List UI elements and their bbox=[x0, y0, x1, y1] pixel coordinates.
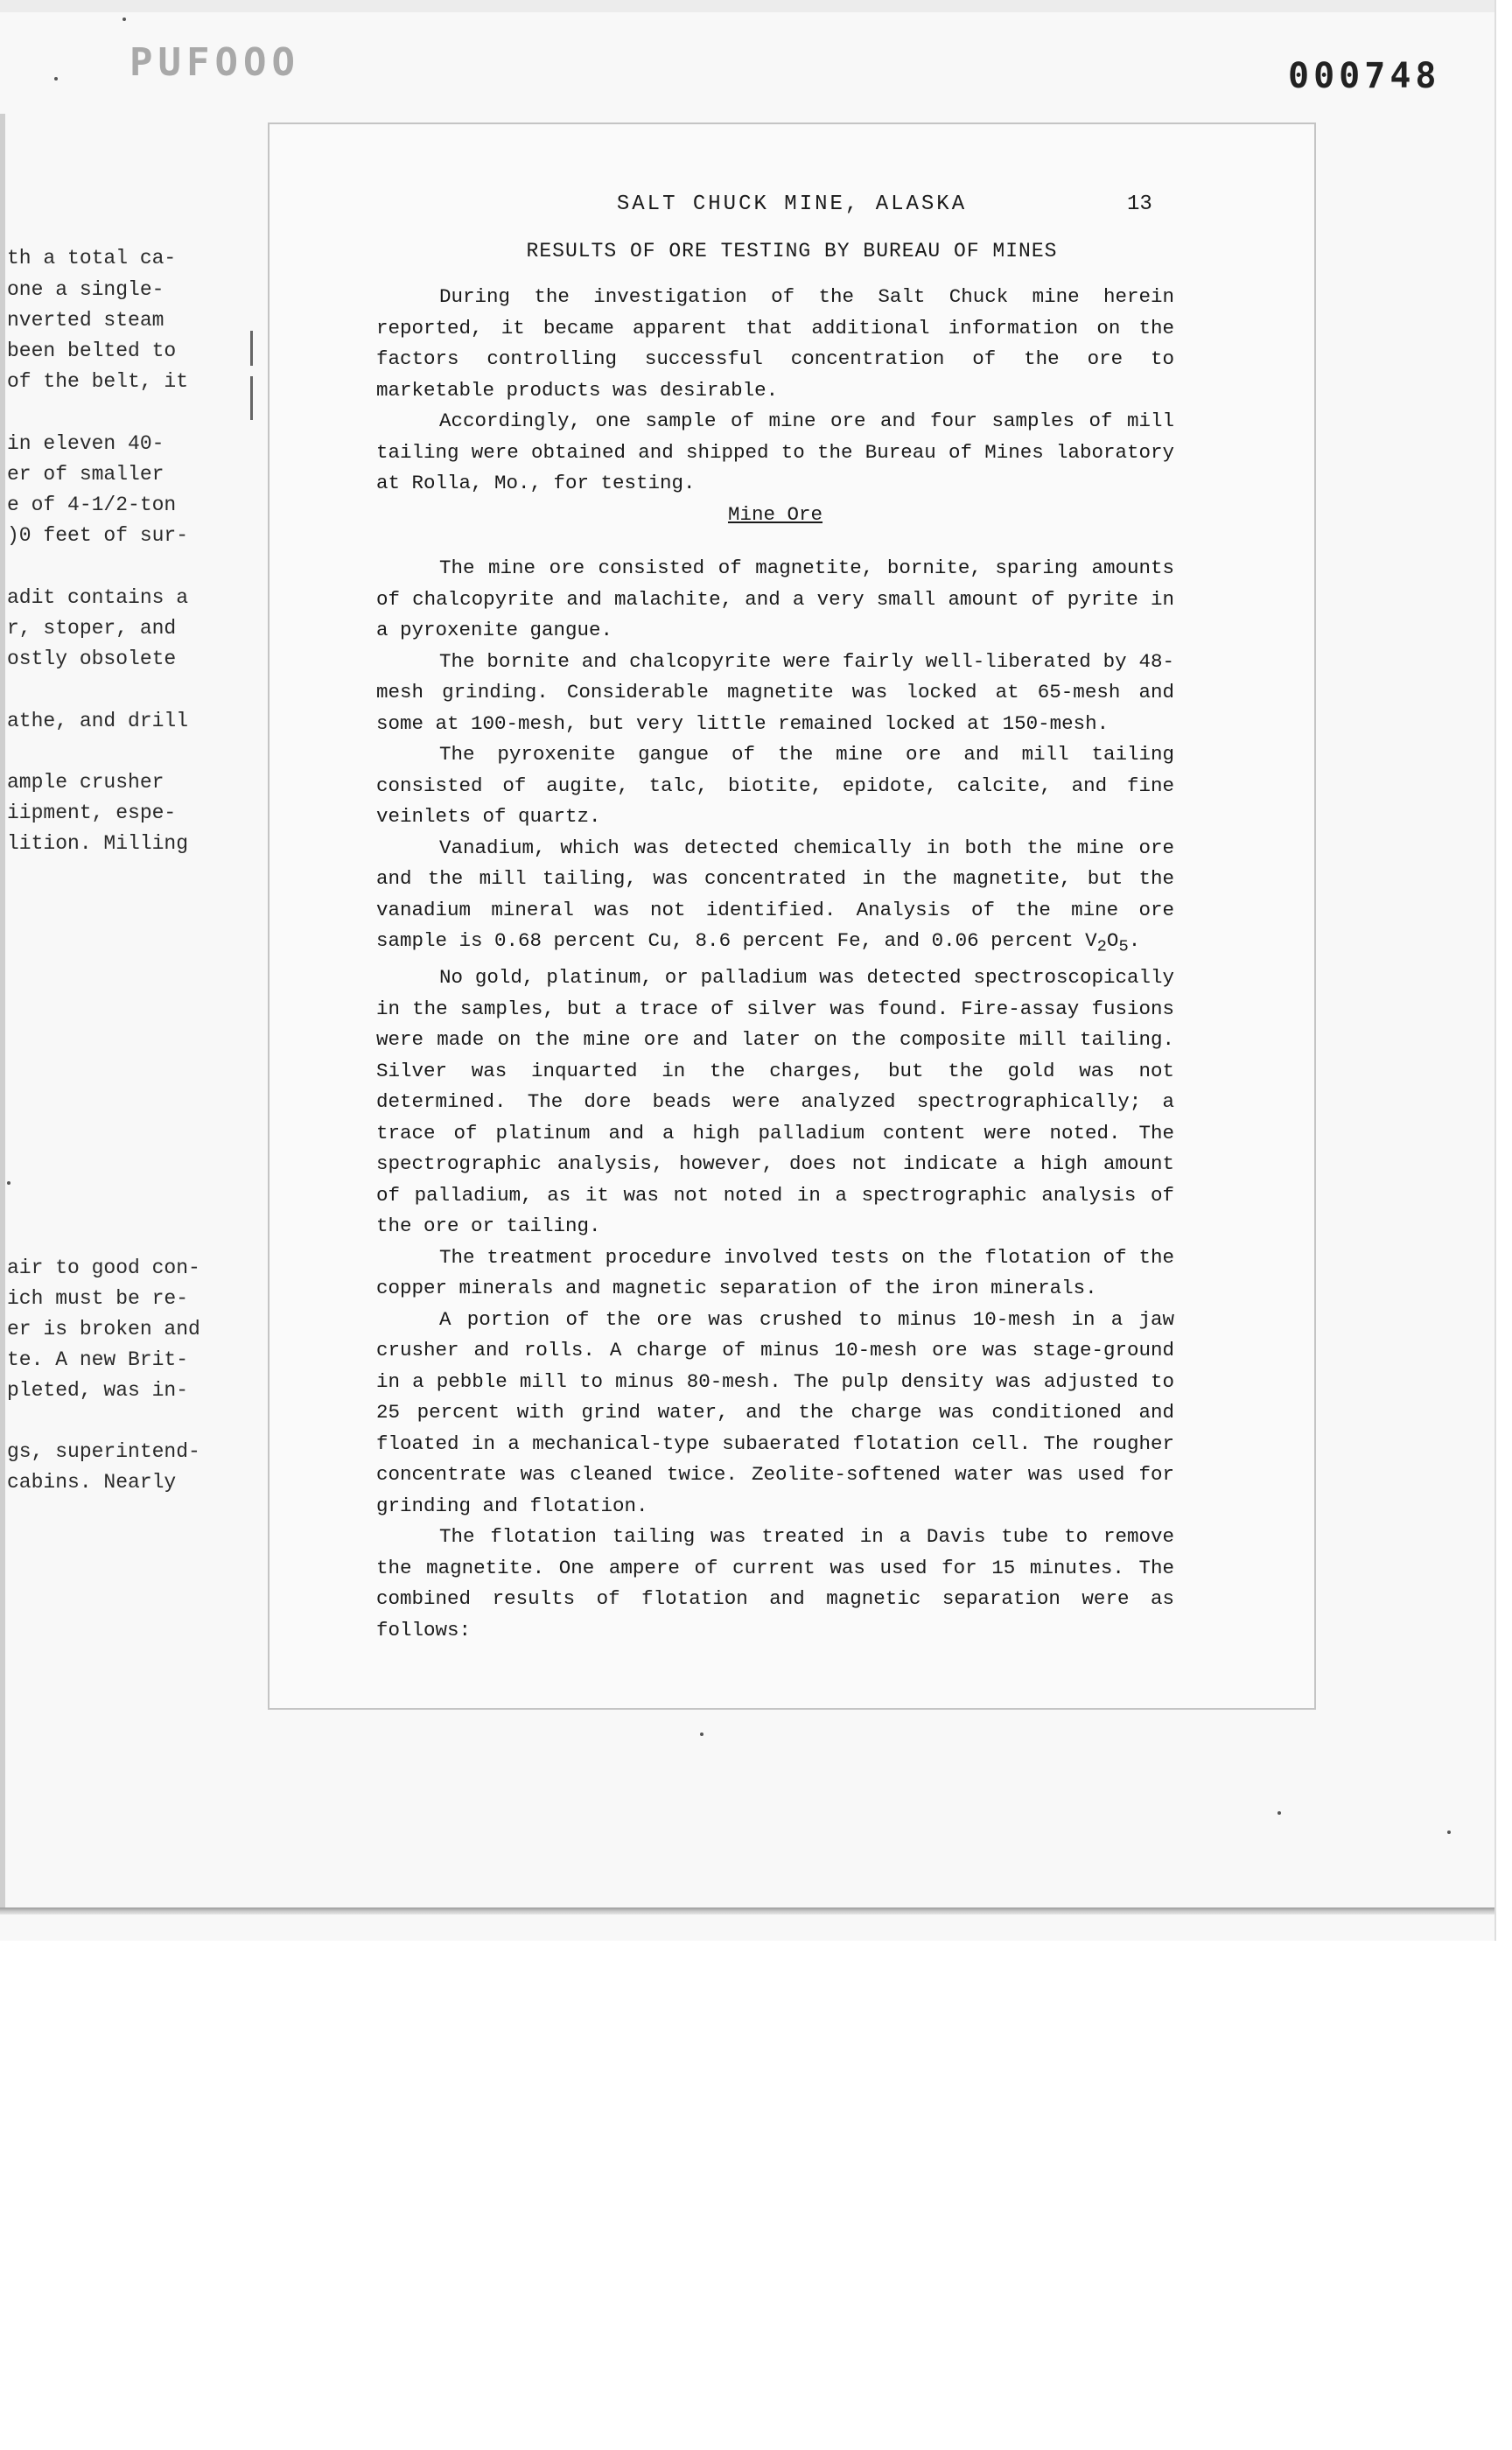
paragraph: A portion of the ore was crushed to minus 10-mesh in a jaw crusher and rolls. A charge of minus 10-mesh ore was stage-ground in a pebble mill to minus 80-mesh. The pulp density was adjusted to 25 percent with grind water, and the charge was conditioned and floated in a mechanical-type subaerated flotation cell. The rougher concentrate was cleaned twice. Zeolite-softened water was used for grinding and flotation. bbox=[376, 1307, 1174, 1517]
paragraph: The flotation tailing was treated in a Davis tube to remove the magnetite. One ampere of current was used for 15 minutes. The combined results of flotation and magnetic separation were as follows: bbox=[376, 1525, 1174, 1642]
fragment-line: er is broken and bbox=[7, 1318, 200, 1340]
fragment-line: th a total ca- bbox=[7, 247, 177, 270]
fragment-line: ample crusher bbox=[7, 771, 164, 794]
scan-left-edge bbox=[0, 114, 5, 1908]
fragment-line: er of smaller bbox=[7, 463, 164, 486]
paragraph-vanadium: Vanadium, which was detected chemically in both the mine ore and the mill tailing, was concentrated in the magnetite, but the vanadium mineral was not identified. Analysis of the mine ore sample is 0.68 percent Cu, 8.6 percent Fe, and 0.06 percent $V_2O_5$. bbox=[376, 836, 1174, 956]
scan-speck bbox=[122, 18, 126, 21]
paragraph: No gold, platinum, or palladium was detected spectroscopically in the samples, but a trace of silver was found. Fire-assay fusions were made on the mine ore and later on the composite mill tailing. Silver was inquarted in the charges, but the gold was not determined. The dore beads were analyzed spectrographically; a trace of platinum and a high palladium content were noted. The spectrographic analysis, however, does not indicate a high amount of palladium, as it was not noted in a spectrographic analysis of the ore or tailing. bbox=[376, 966, 1174, 1237]
fragment-line: ich must be re- bbox=[7, 1287, 189, 1310]
fragment-line: r, stoper, and bbox=[7, 617, 177, 640]
margin-mark bbox=[250, 376, 253, 420]
scan-speck bbox=[1278, 1811, 1281, 1815]
fragment-line: ostly obsolete bbox=[7, 648, 177, 670]
fragment-line: adit contains a bbox=[7, 586, 189, 609]
fragment-line: iipment, espe- bbox=[7, 802, 177, 824]
paragraph: The treatment procedure involved tests on the flotation of the copper minerals and magnetic separation of the iron minerals. bbox=[376, 1245, 1174, 1299]
paragraph: The mine ore consisted of magnetite, bornite, sparing amounts of chalcopyrite and malachite, and a very small amount of pyrite in a pyroxenite gangue. bbox=[376, 556, 1174, 641]
document-number-stamp: 000748 bbox=[1288, 56, 1441, 96]
margin-mark bbox=[250, 331, 253, 366]
fragment-line: pleted, was in- bbox=[7, 1379, 189, 1402]
fragment-line: e of 4-1/2-ton bbox=[7, 494, 177, 516]
fragment-line: athe, and drill bbox=[7, 710, 189, 732]
fragment-line: nverted steam bbox=[7, 309, 164, 332]
scan-speck bbox=[7, 1181, 10, 1185]
subheading: Mine Ore bbox=[727, 502, 823, 526]
fragment-line: one a single- bbox=[7, 278, 164, 301]
fragment-line: )0 feet of sur- bbox=[7, 524, 189, 547]
fragment-line: gs, superintend- bbox=[7, 1440, 200, 1463]
scan-bottom-rule bbox=[0, 1908, 1494, 1914]
faded-stamp: PUFOOO bbox=[130, 40, 300, 85]
fragment-line: lition. Milling bbox=[7, 832, 189, 855]
document-page bbox=[268, 122, 1316, 1710]
section-title: RESULTS OF ORE TESTING BY BUREAU OF MINES bbox=[526, 240, 1058, 262]
fragment-line: been belted to bbox=[7, 340, 177, 362]
fragment-line: of the belt, it bbox=[7, 370, 189, 393]
page-number: 13 bbox=[1127, 192, 1152, 216]
fragment-line: in eleven 40- bbox=[7, 432, 164, 455]
running-head: SALT CHUCK MINE, ALASKA bbox=[616, 192, 968, 216]
body-text bbox=[376, 282, 1174, 1646]
scan-speck bbox=[54, 77, 58, 80]
scan-speck bbox=[1447, 1830, 1451, 1834]
paragraph: The pyroxenite gangue of the mine ore and mill tailing consisted of augite, talc, biotite, epidote, calcite, and fine veinlets of quartz. bbox=[376, 743, 1174, 828]
fragment-line: air to good con- bbox=[7, 1256, 200, 1279]
paragraph: Accordingly, one sample of mine ore and four samples of mill tailing were obtained and shipped to the Bureau of Mines laboratory at Rolla, Mo., for testing. bbox=[376, 410, 1174, 494]
scan-speck bbox=[700, 1732, 704, 1736]
fragment-line: cabins. Nearly bbox=[7, 1471, 177, 1494]
fragment-line: te. A new Brit- bbox=[7, 1348, 189, 1371]
paragraph: During the investigation of the Salt Chuck mine herein reported, it became apparent that additional information on the factors controlling successful concentration of the ore to marketable products was desirable. bbox=[376, 285, 1174, 402]
scan-top-edge bbox=[0, 0, 1494, 12]
paragraph: The bornite and chalcopyrite were fairly well-liberated by 48-mesh grinding. Considerable magnetite was locked at 65-mesh and some at 100-mesh, but very little remained locked at 150-mesh. bbox=[376, 649, 1174, 735]
